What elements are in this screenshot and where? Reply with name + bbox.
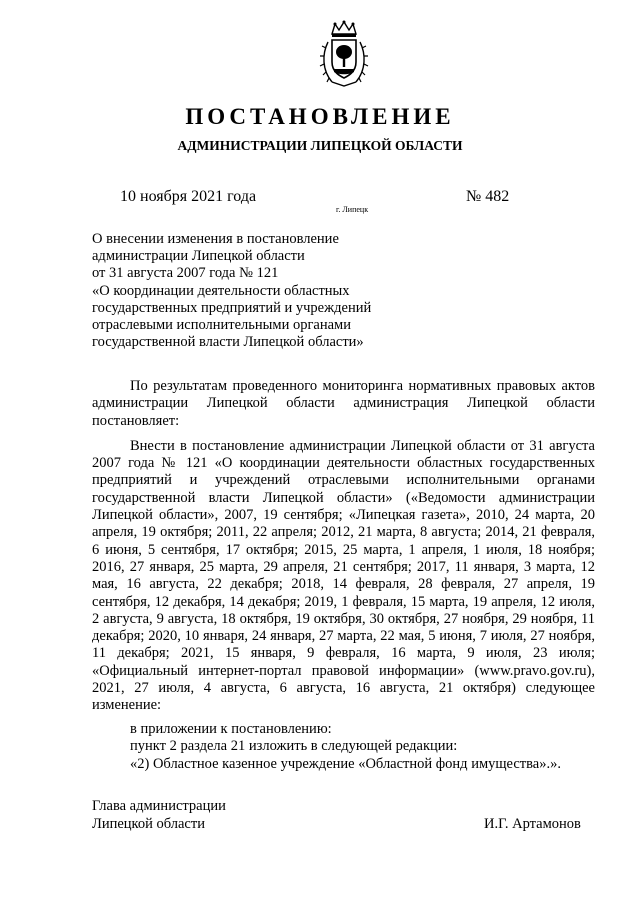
signatory-position-line: Липецкой области	[92, 815, 205, 832]
subject-line: государственных предприятий и учреждений	[92, 299, 372, 316]
signatory-position-line: Глава администрации	[92, 798, 226, 814]
signatory-name: И.Г. Артамонов	[484, 816, 581, 832]
amendment-items	[130, 721, 561, 773]
signatory-position	[92, 798, 226, 833]
document-number: № 482	[466, 188, 510, 205]
amendment-item: «2) Областное казенное учреждение «Областной фонд имущества».».	[130, 755, 561, 772]
subject-line: О внесении изменения в постановление	[92, 231, 339, 247]
subject-line: «О координации деятельности областных	[92, 282, 350, 299]
coat-of-arms-icon	[318, 20, 370, 90]
subject-line: государственной власти Липецкой области»	[92, 334, 364, 351]
amendment-item: в приложении к постановлению:	[130, 721, 332, 737]
document-body	[92, 378, 595, 715]
issuing-authority: АДМИНИСТРАЦИИ ЛИПЕЦКОЙ ОБЛАСТИ	[177, 138, 463, 153]
subject-line: от 31 августа 2007 года № 121	[92, 265, 279, 282]
amendment-paragraph: Внести в постановление администрации Липецкой области от 31 августа 2007 года № 121 «О координации деятельности областных государственных предприятий и учреждений отраслевыми исполнительными органами государственной власти Липецкой области» («Ведомости администрации Липецкой области», 2007, 19 сентября; «Липецкая газета», 2010, 24 марта, 20 апреля, 19 октября; 2011, 22 апреля; 2012, 21 марта, 8 августа; 2014, 21 февраля, 6 июня, 5 сентября, 17 октября; 2015, 25 марта, 1 апреля, 1 июля, 18 ноября; 2016, 27 января, 25 марта, 29 апреля, 21 сентября; 2017, 11 января, 3 марта, 12 мая, 16 августа, 22 декабря; 2018, 14 февраля, 28 февраля, 27 апреля, 19 сентября, 12 декабря, 14 декабря; 2019, 1 февраля, 15 марта, 19 апреля, 12 июля, 2 августа, 9 августа, 18 октября, 19 октября, 30 октября, 27 ноября, 29 ноября, 11 декабря; 2020, 10 января, 24 января, 27 марта, 22 мая, 5 июня, 7 июля, 27 ноября, 11 декабря; 2021, 15 января, 9 февраля, 16 марта, 9 июля, 23 июля; «Официальный интернет-портал правовой информации» (www.pravo.gov.ru), 2021, 27 июля, 4 августа, 6 августа, 16 августа, 21 октября) следующее изменение:	[92, 437, 595, 714]
subject-line: отраслевыми исполнительными органами	[92, 317, 351, 334]
document-subject	[92, 231, 432, 351]
preamble-paragraph: По результатам проведенного мониторинга нормативных правовых актов администрации Липецкой области администрация Липецкой области постановляет:	[92, 378, 595, 429]
document-title: ПОСТАНОВЛЕНИЕ	[185, 104, 455, 129]
subject-line: администрации Липецкой области	[92, 248, 305, 265]
document-city: г. Липецк	[336, 205, 369, 214]
document-date: 10 ноября 2021 года	[120, 188, 257, 205]
amendment-item: пункт 2 раздела 21 изложить в следующей редакции:	[130, 738, 458, 755]
